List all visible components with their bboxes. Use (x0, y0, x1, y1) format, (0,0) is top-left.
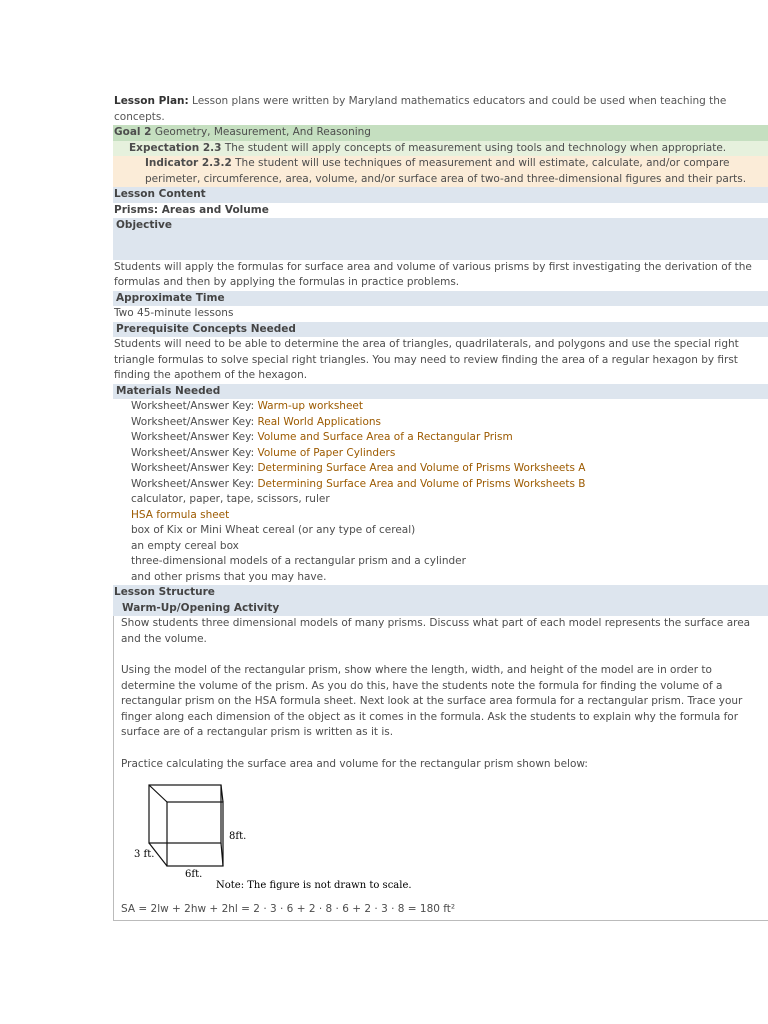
worksheet-link-real-world[interactable]: Real World Applications (257, 415, 381, 428)
lesson-title: Prisms: Areas and Volume (114, 203, 269, 216)
list-item (113, 399, 768, 415)
objective-spacer (113, 234, 768, 260)
intro-paragraph (113, 94, 768, 125)
goal-text: Geometry, Measurement, And Reasoning (151, 126, 371, 138)
approximate-time-heading: Approximate Time (113, 291, 768, 307)
list-item (113, 446, 768, 462)
warmup-paragraph-3: Practice calculating the surface area and volume for the rectangular prism shown below: (121, 757, 588, 770)
objective-heading: Objective (113, 218, 768, 234)
supplies-item: calculator, paper, tape, scissors, ruler (131, 493, 330, 505)
list-item: box of Kix or Mini Wheat cereal (or any type of cereal) (131, 524, 416, 536)
expectation-label: Expectation 2.3 (129, 141, 222, 154)
warmup-heading: Warm-Up/Opening Activity (113, 601, 768, 617)
rectangular-prism-figure (121, 782, 768, 894)
intro-label: Lesson Plan: (114, 95, 189, 107)
warmup-paragraph-2: Using the model of the rectangular prism, show where the length, width, and height of the model are in order to determine the volume of the prism. As you do this, have the students note the formula for finding the volume of a rectangular prism on the HSA formula sheet. Next look at the surface area formula for a rectangular prism. Trace your finger along each dimension of the object as it comes in the formula. Ask the students to explain why the formula for surface are of a rectangular prism is written as it is. (121, 664, 743, 738)
worksheet-link-prisms-a[interactable]: Determining Surface Area and Volume of Prisms Worksheets A (257, 462, 586, 474)
materials-list (113, 399, 768, 585)
indicator-label: Indicator 2.3.2 (145, 157, 232, 169)
worksheet-link-rectangular-prism[interactable]: Volume and Surface Area of a Rectangular Prism (257, 431, 513, 443)
list-item: three-dimensional models of a rectangular prism and a cylinder (131, 555, 466, 567)
surface-area-formula: SA = 2lw + 2hw + 2hl = 2 · 3 · 6 + 2 · 8 · 6 + 2 · 3 · 8 = 180 ft² (121, 903, 456, 915)
expectation-row (113, 141, 768, 157)
list-item (113, 415, 768, 431)
warmup-content (113, 616, 768, 921)
warmup-paragraph-1: Show students three dimensional models of many prisms. Discuss what part of each model represents the surface area and the volume. (121, 617, 751, 645)
materials-heading: Materials Needed (113, 384, 768, 400)
worksheet-prefix: Worksheet/Answer Key: (131, 431, 258, 443)
worksheet-link-warmup[interactable]: Warm-up worksheet (257, 400, 363, 412)
indicator-row (113, 156, 768, 187)
hsa-formula-sheet-link[interactable]: HSA formula sheet (131, 508, 230, 521)
list-item (113, 477, 768, 493)
worksheet-link-paper-cylinders[interactable]: Volume of Paper Cylinders (257, 446, 396, 459)
lesson-content-heading: Lesson Content (113, 187, 768, 203)
worksheet-prefix: Worksheet/Answer Key: (131, 462, 258, 474)
worksheet-prefix: Worksheet/Answer Key: (131, 477, 258, 490)
indicator-text: The student will use techniques of measurement and will estimate, calculate, and/or compare perimeter, circumference, area, volume, and/or surface area of two-and three-dimensional figures and their parts. (145, 157, 747, 185)
objective-text: Students will apply the formulas for surface area and volume of various prisms by first investigating the derivation of the formulas and then by applying the formulas in practice problems. (114, 260, 752, 288)
goal-label: Goal 2 (114, 126, 152, 138)
prerequisite-text: Students will need to be able to determine the area of triangles, quadrilaterals, and polygons and use the special right triangle formulas to solve special right triangles. You may need to review finding the area of a regular hexagon by first finding the apothem of the hexagon. (114, 338, 739, 381)
length-label: 6ft. (185, 869, 203, 880)
list-item (113, 461, 768, 477)
list-item (113, 430, 768, 446)
lesson-plan-document (113, 94, 768, 921)
height-label: 8ft. (229, 831, 247, 842)
intro-text: Lesson plans were written by Maryland mathematics educators and could be used when teaching the concepts. (114, 95, 727, 123)
worksheet-prefix: Worksheet/Answer Key: (131, 446, 258, 459)
worksheet-prefix: Worksheet/Answer Key: (131, 415, 258, 428)
prerequisite-heading: Prerequisite Concepts Needed (113, 322, 768, 338)
expectation-text: The student will apply concepts of measurement using tools and technology when appropriate. (221, 141, 727, 154)
prism-drawing (121, 782, 421, 894)
lesson-structure-heading: Lesson Structure (113, 585, 768, 601)
worksheet-prefix: Worksheet/Answer Key: (131, 400, 258, 412)
approximate-time-text: Two 45-minute lessons (114, 307, 234, 319)
worksheet-link-prisms-b[interactable]: Determining Surface Area and Volume of Prisms Worksheets B (257, 477, 586, 490)
figure-note: Note: The figure is not drawn to scale. (216, 880, 412, 891)
width-label: 3 ft. (134, 849, 155, 860)
list-item: and other prisms that you may have. (131, 570, 327, 583)
list-item: an empty cereal box (131, 539, 239, 552)
goal-row (113, 125, 768, 141)
